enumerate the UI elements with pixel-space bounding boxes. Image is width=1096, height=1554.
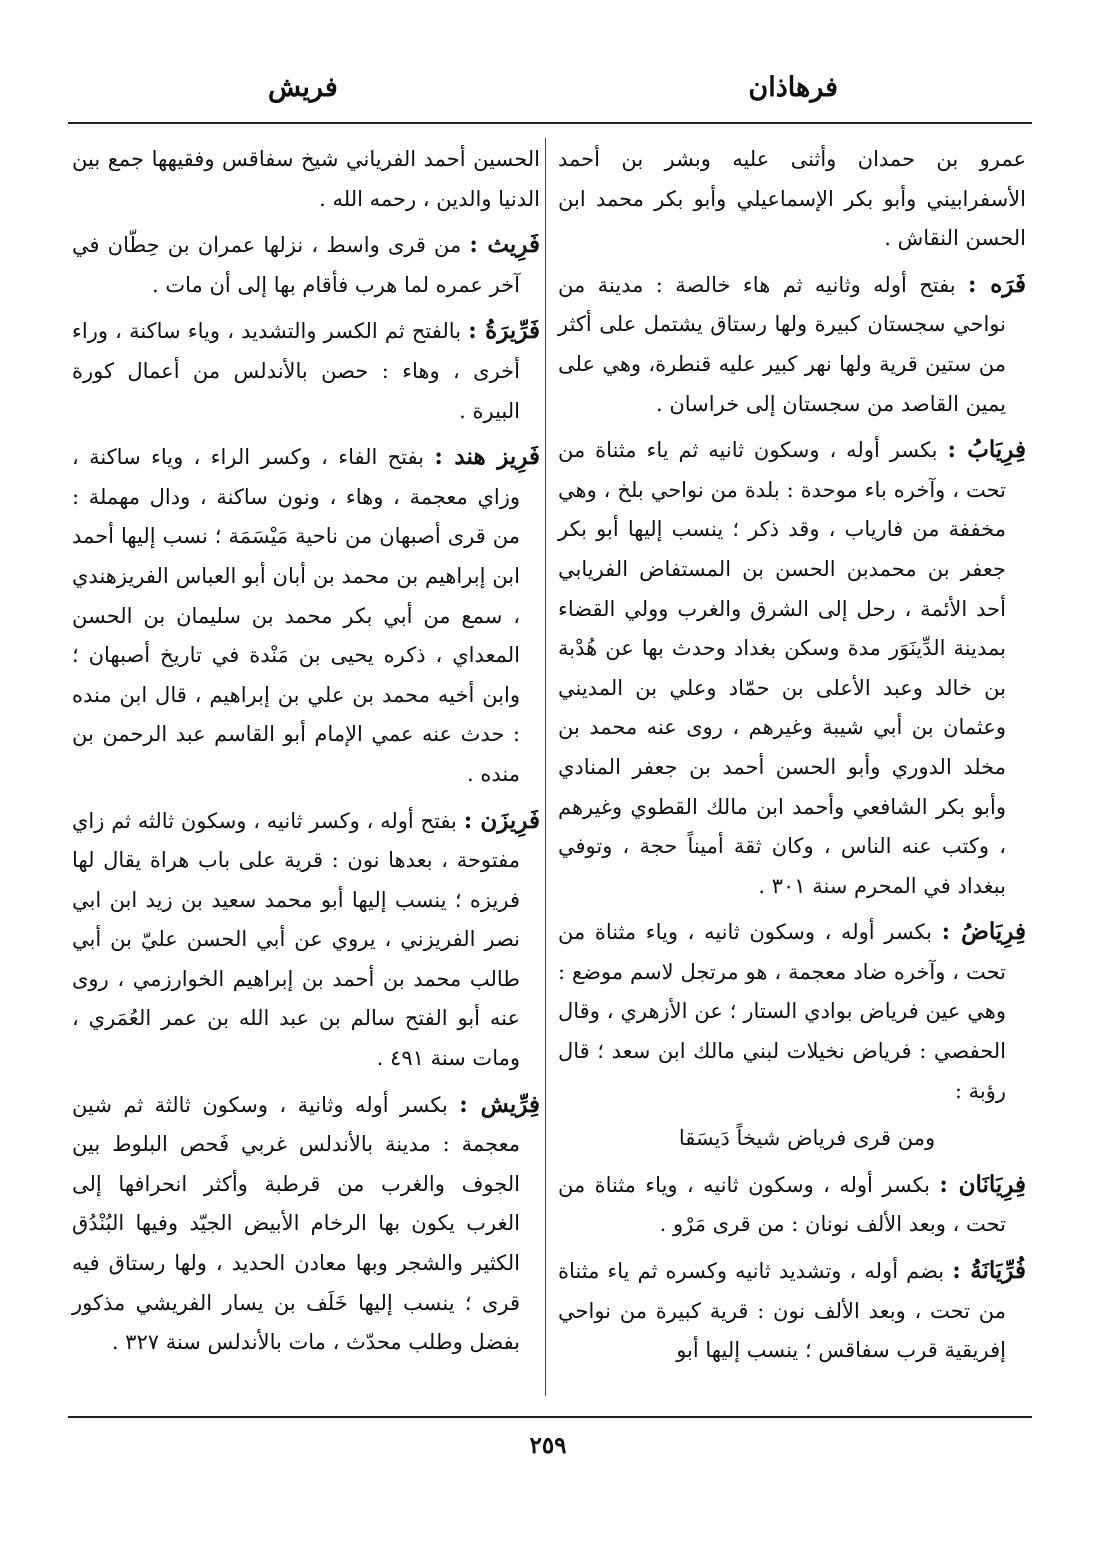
entry-farah [558, 265, 1026, 424]
entry-headword: فَرِيزَن : [463, 806, 540, 834]
entry-body: بفتح أوله ، وكسر ثانيه ، وسكون ثالثه ثم زاي مفتوحة ، بعدها نون : قرية على باب هراة يقال لها فريزه ؛ ينسب إليها أبو محمد سعيد بن زيد ابن ابي نصر الفريزني ، يروي عن أبي الحسن عليّ بن أبي طالب محمد بن أحمد بن إبراهيم الخوارزمي ، روى عنه أبو الفتح سالم بن عبد الله بن عمر العُمَري ، ومات سنة ٤٩١ . [72, 808, 520, 1071]
entry-headword: فَرِيز هند : [434, 443, 540, 471]
entry-farrira [72, 311, 540, 431]
entry-body: بفتح الفاء ، وكسر الراء ، وياء ساكنة ، وزاي معجمة ، وهاء ، ونون ساكنة ، ودال مهملة : من قرى أصبهان من ناحية مَيْسَمَة ؛ نسب إليها أحمد ابن إبراهيم بن محمد بن أبان أبو العباس الفريزهندي ، سمع من أبي بكر محمد بن سليمان بن الحسن المعداي ، ذكره يحيى بن مَنْدة في تاريخ أصبهان ؛ وابن أخيه محمد بن علي بن إبراهيم ، قال ابن منده : حدث عنه عمي الإمام أبو القاسم عبد الرحمن بن منده . [72, 445, 520, 786]
entry-headword: فِرِّيش : [459, 1090, 540, 1118]
entry-firyad [558, 912, 1026, 1111]
entry-headword: فِرِيَابُ : [947, 436, 1026, 464]
entry-body: بالفتح ثم الكسر والتشديد ، وياء ساكنة ، وراء أخرى ، وهاء : حصن بالأندلس من أعمال كورة البيرة . [72, 319, 520, 423]
verse-line: ومن قرى فرياض شيخاً دَيسَقا [678, 1126, 936, 1151]
entry-fariz-hind [72, 437, 540, 794]
entry-headword: فِرِيَاضُ : [941, 918, 1026, 946]
continuation-text [558, 140, 1026, 259]
entry-firyanan [558, 1165, 1026, 1245]
running-head-right: فرهاذان [748, 72, 838, 103]
header-rule [68, 122, 1032, 124]
column-divider [545, 138, 546, 1396]
entry-headword: فُرِّيَانَةُ : [952, 1257, 1026, 1285]
entry-headword: فَرِيث : [469, 231, 540, 259]
continuation-body: الحسين أحمد الفرياني شيخ سفاقس وفقيهها جمع بين الدنيا والدين ، رحمه الله . [72, 147, 540, 211]
entry-body: بفتح أوله وثانيه ثم هاء خالصة : مدينة من نواحي سجستان كبيرة ولها رستاق يشتمل على أكثر من ستين قرية ولها نهر كبير عليه قنطرة، وهي على يمين القاصد من سجستان إلى خراسان . [558, 272, 1006, 416]
entry-body: بكسر أوله ، وسكون ثانيه ، وياء مثناة من تحت ، وآخره ضاد معجمة ، هو مرتجل لاسم موضع : وهي عين فرياض بوادي الستار ؛ عن الأزهري ، وقال الحفصي : فرياض نخيلات لبني مالك ابن سعد ؛ قال رؤبة : [558, 920, 1006, 1103]
entry-furriyana [558, 1251, 1026, 1371]
page-number: ٢٥٩ [529, 1432, 567, 1459]
right-column [558, 140, 1026, 1377]
entry-firyab [558, 430, 1026, 906]
entry-headword: فِرِيَانَان : [939, 1170, 1026, 1198]
continuation-body: عمرو بن حمدان وأثنى عليه وبشر بن أحمد الأسفرابيني وأبو بكر الإسماعيلي وأبو بكر محمد ابن الحسن النقاش . [558, 147, 1026, 251]
running-head-left: فريش [268, 72, 338, 103]
entry-body: بضم أوله ، وتشديد ثانيه وكسره ثم ياء مثناة من تحت ، وبعد الألف نون : قرية كبيرة من نواحي إفريقية قرب سفاقس ؛ ينسب إليها أبو [558, 1259, 1006, 1363]
entry-headword: فَرِّيرَةُ : [468, 317, 540, 345]
entry-body: بكسر أوله وثانية ، وسكون ثالثة ثم شين معجمة : مدينة بالأندلس غربي فَحص البلوط بين الجوف والغرب من قرطبة وأكثر انحرافها إلى الغرب يكون بها الرخام الأبيض الجيّد وفيها البُنْدُق الكثير والشجر وبها معادن الحديد ، ولها رستاق فيه قرى ؛ ينسب إليها خَلَف بن يسار الفريشي مذكور بفضل وطلب محدّث ، مات بالأندلس سنة ٣٢٧ . [72, 1092, 520, 1355]
entry-farith [72, 225, 540, 305]
entry-body: بكسر أوله ، وسكون ثانيه ثم ياء مثناة من تحت ، وآخره باء موحدة : بلدة من نواحي بلخ ، وهي مخففة من فارياب ، وقد ذكر ؛ ينسب إليها أبو بكر جعفر بن محمدبن الحسن بن المستفاض الفريابي أحد الأئمة ، رحل إلى الشرق والغرب وولي القضاء بمدينة الدِّينَوَر مدة وسكن بغداد وحدث بها عن هُدْبة بن خالد وعبد الأعلى بن حمّاد وعلي بن المديني وعثمان بن أبي شيبة وغيرهم ، روى عنه محمد بن مخلد الدوري وأبو الحسن أحمد بن جعفر المنادي وأبو بكر الشافعي وأحمد ابن مالك القطوي وغيرهم ، وكتب عنه الناس ، وكان ثقة أميناً حجة ، وتوفي ببغداد في المحرم سنة ٣٠١ . [558, 438, 1006, 898]
continuation-text [72, 140, 540, 219]
entry-headword: فَرَه : [968, 270, 1026, 298]
entry-firrish [72, 1085, 540, 1363]
left-column [72, 140, 540, 1369]
entry-body: بكسر أوله ، وسكون ثانيه ، وياء مثناة من تحت ، وبعد الألف نونان : من قرى مَرْو . [558, 1172, 1006, 1237]
entry-farizan [72, 801, 540, 1079]
entry-body: من قرى واسط ، نزلها عمران بن حِطّان في آخر عمره لما هرب فأقام بها إلى أن مات . [72, 233, 520, 297]
footer-rule [68, 1416, 1032, 1418]
